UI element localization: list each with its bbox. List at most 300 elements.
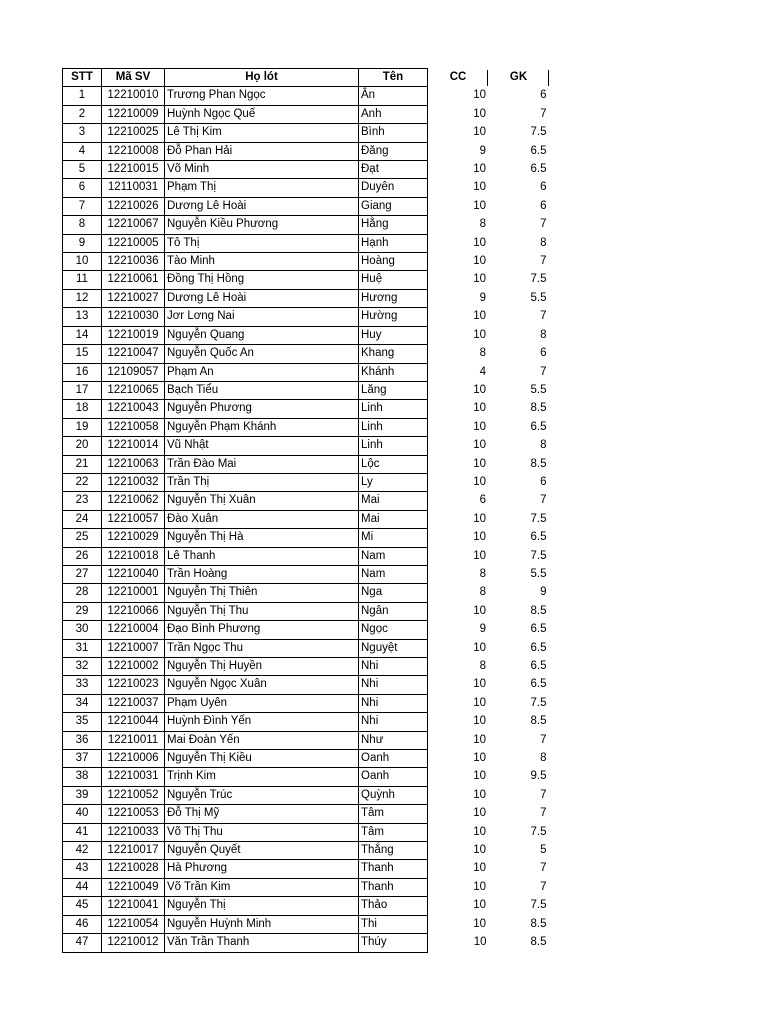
cell-last-middle-name[interactable]: Nguyễn Quang <box>165 326 359 344</box>
cell-gk[interactable]: 6 <box>540 199 547 212</box>
cell-first-name[interactable]: Mai <box>359 510 428 528</box>
cell-student-id[interactable]: 12210032 <box>102 473 165 491</box>
cell-first-name[interactable]: Thanh <box>359 860 428 878</box>
cell-last-middle-name[interactable]: Nguyễn Thị Thiên <box>165 584 359 602</box>
cell-gk[interactable]: 7.5 <box>530 549 547 562</box>
cell-gk[interactable]: 5 <box>540 844 547 857</box>
cell-stt[interactable]: 14 <box>63 326 102 344</box>
cell-last-middle-name[interactable]: Nguyễn Thị Huyền <box>165 658 359 676</box>
cell-cc[interactable]: 10 <box>473 899 486 912</box>
cell-last-middle-name[interactable]: Nguyễn Thị <box>165 897 359 915</box>
cell-gk[interactable]: 6.5 <box>530 641 547 654</box>
cell-stt[interactable]: 16 <box>63 363 102 381</box>
cell-gk[interactable]: 7 <box>540 107 547 120</box>
cell-gk[interactable]: 8 <box>540 439 547 452</box>
cell-stt[interactable]: 25 <box>63 529 102 547</box>
cell-gk[interactable]: 8.5 <box>530 402 547 415</box>
cell-gk[interactable]: 6.5 <box>530 144 547 157</box>
cell-stt[interactable]: 27 <box>63 565 102 583</box>
cell-stt[interactable]: 20 <box>63 437 102 455</box>
header-cc-label: CC <box>449 71 467 83</box>
cell-gk[interactable]: 7.5 <box>530 899 547 912</box>
cell-stt[interactable]: 23 <box>63 492 102 510</box>
cell-stt[interactable]: 2 <box>63 105 102 123</box>
cell-last-middle-name[interactable]: Nguyễn Quốc An <box>165 345 359 363</box>
cell-first-name[interactable]: Nguyệt <box>359 639 428 657</box>
cell-first-name[interactable]: Thi <box>359 915 428 933</box>
cell-last-middle-name[interactable]: Dương Lê Hoài <box>165 289 359 307</box>
cell-stt[interactable]: 29 <box>63 602 102 620</box>
cell-last-middle-name[interactable]: Trần Thị <box>165 473 359 491</box>
cell-student-id[interactable]: 12210018 <box>102 547 165 565</box>
cell-stt[interactable]: 37 <box>63 750 102 768</box>
cell-stt[interactable]: 26 <box>63 547 102 565</box>
cell-last-middle-name[interactable]: Nguyễn Ngọc Xuân <box>165 676 359 694</box>
cell-student-id[interactable]: 12210066 <box>102 602 165 620</box>
cell-gk[interactable]: 7.5 <box>530 825 547 838</box>
cell-stt[interactable]: 47 <box>63 934 102 952</box>
cell-student-id[interactable]: 12210002 <box>102 658 165 676</box>
cell-first-name[interactable]: Thảo <box>359 897 428 915</box>
cell-first-name[interactable]: Nam <box>359 547 428 565</box>
cell-student-id[interactable]: 12210054 <box>102 915 165 933</box>
cell-gk[interactable]: 7 <box>540 310 547 323</box>
cell-student-id[interactable]: 12210033 <box>102 823 165 841</box>
cell-student-id[interactable]: 12210037 <box>102 694 165 712</box>
cell-cc[interactable]: 10 <box>473 255 486 268</box>
cell-gk[interactable]: 7.5 <box>530 696 547 709</box>
cell-cc[interactable]: 8 <box>479 347 486 360</box>
cell-cc[interactable]: 10 <box>473 420 486 433</box>
cell-first-name[interactable]: Linh <box>359 400 428 418</box>
cell-student-id[interactable]: 12210015 <box>102 161 165 179</box>
cell-first-name[interactable]: Hạnh <box>359 234 428 252</box>
cell-student-id[interactable]: 12210026 <box>102 197 165 215</box>
cell-cc[interactable]: 9 <box>479 291 486 304</box>
cell-gk[interactable]: 9 <box>540 586 547 599</box>
cell-gk[interactable]: 5.5 <box>530 567 547 580</box>
cell-student-id[interactable]: 12210040 <box>102 565 165 583</box>
cell-first-name[interactable]: Khang <box>359 345 428 363</box>
cell-gk[interactable]: 7.5 <box>530 512 547 525</box>
cell-student-id[interactable]: 12210061 <box>102 271 165 289</box>
cell-gk[interactable]: 8.5 <box>530 715 547 728</box>
cell-last-middle-name[interactable]: Đồng Thị Hồng <box>165 271 359 289</box>
cell-gk[interactable]: 9.5 <box>530 770 547 783</box>
cell-gk[interactable]: 7.5 <box>530 126 547 139</box>
cell-last-middle-name[interactable]: Võ Minh <box>165 161 359 179</box>
cell-first-name[interactable]: Huệ <box>359 271 428 289</box>
cell-first-name[interactable]: Như <box>359 731 428 749</box>
cell-cc[interactable]: 10 <box>473 475 486 488</box>
cell-last-middle-name[interactable]: Nguyễn Phương <box>165 400 359 418</box>
cell-first-name[interactable]: Quỳnh <box>359 786 428 804</box>
cell-stt[interactable]: 24 <box>63 510 102 528</box>
cell-stt[interactable]: 30 <box>63 621 102 639</box>
cell-student-id[interactable]: 12210019 <box>102 326 165 344</box>
cell-stt[interactable]: 18 <box>63 400 102 418</box>
cell-stt[interactable]: 43 <box>63 860 102 878</box>
cell-first-name[interactable]: Nga <box>359 584 428 602</box>
cell-gk[interactable]: 8.5 <box>530 917 547 930</box>
cell-cc[interactable]: 9 <box>479 623 486 636</box>
cell-cc[interactable]: 10 <box>473 844 486 857</box>
cell-student-id[interactable]: 12210057 <box>102 510 165 528</box>
cell-gk[interactable]: 7 <box>540 862 547 875</box>
cell-gk[interactable]: 8 <box>540 236 547 249</box>
cell-first-name[interactable]: Ngọc <box>359 621 428 639</box>
cell-stt[interactable]: 1 <box>63 87 102 105</box>
cell-gk[interactable]: 8.5 <box>530 936 547 949</box>
cell-first-name[interactable]: Đăng <box>359 142 428 160</box>
cell-first-name[interactable]: Hường <box>359 308 428 326</box>
table-row <box>63 437 549 455</box>
cell-last-middle-name[interactable]: Bạch Tiểu <box>165 381 359 399</box>
cell-last-middle-name[interactable]: Võ Trần Kim <box>165 878 359 896</box>
cell-cc[interactable]: 10 <box>473 604 486 617</box>
cell-cc[interactable]: 9 <box>479 144 486 157</box>
cell-student-id[interactable]: 12210025 <box>102 124 165 142</box>
cell-gk[interactable]: 6 <box>540 181 547 194</box>
cell-first-name[interactable]: Khánh <box>359 363 428 381</box>
cell-last-middle-name[interactable]: Nguyễn Kiều Phương <box>165 216 359 234</box>
cell-stt[interactable]: 7 <box>63 197 102 215</box>
cell-cc[interactable]: 10 <box>473 788 486 801</box>
cell-student-id[interactable]: 12210027 <box>102 289 165 307</box>
cell-student-id[interactable]: 12210001 <box>102 584 165 602</box>
cell-stt[interactable]: 9 <box>63 234 102 252</box>
cell-last-middle-name[interactable]: Trịnh Kim <box>165 768 359 786</box>
cell-last-middle-name[interactable]: Mai Đoàn Yến <box>165 731 359 749</box>
cell-gk[interactable]: 8 <box>540 752 547 765</box>
cell-gk[interactable]: 7 <box>540 880 547 893</box>
cell-stt[interactable]: 34 <box>63 694 102 712</box>
cell-stt[interactable]: 44 <box>63 878 102 896</box>
cell-first-name[interactable]: Ân <box>359 87 428 105</box>
cell-gk[interactable]: 6 <box>540 475 547 488</box>
cell-student-id[interactable]: 12109057 <box>102 363 165 381</box>
header-cc[interactable] <box>428 69 489 87</box>
cell-cc[interactable]: 10 <box>473 199 486 212</box>
cell-stt[interactable]: 19 <box>63 418 102 436</box>
cell-student-id[interactable]: 12210009 <box>102 105 165 123</box>
cell-last-middle-name[interactable]: Nguyễn Thị Thu <box>165 602 359 620</box>
cell-last-middle-name[interactable]: Phạm Thị <box>165 179 359 197</box>
cell-student-id[interactable]: 12210036 <box>102 253 165 271</box>
cell-stt[interactable]: 22 <box>63 473 102 491</box>
cell-first-name[interactable]: Ngân <box>359 602 428 620</box>
cell-last-middle-name[interactable]: Lê Thị Kim <box>165 124 359 142</box>
cell-student-id[interactable]: 12210044 <box>102 713 165 731</box>
cell-stt[interactable]: 32 <box>63 658 102 676</box>
cell-first-name[interactable]: Thắng <box>359 842 428 860</box>
cell-stt[interactable]: 12 <box>63 289 102 307</box>
cell-first-name[interactable]: Giang <box>359 197 428 215</box>
cell-student-id[interactable]: 12210005 <box>102 234 165 252</box>
cell-stt[interactable]: 15 <box>63 345 102 363</box>
cell-first-name[interactable]: Mai <box>359 492 428 510</box>
cell-last-middle-name[interactable]: Trần Hoàng <box>165 565 359 583</box>
table-row <box>63 473 549 491</box>
cell-last-middle-name[interactable]: Tào Minh <box>165 253 359 271</box>
cell-first-name[interactable]: Nhi <box>359 713 428 731</box>
cell-last-middle-name[interactable]: Nguyễn Huỳnh Minh <box>165 915 359 933</box>
cell-cc[interactable]: 10 <box>473 715 486 728</box>
cell-stt[interactable]: 4 <box>63 142 102 160</box>
cell-cc[interactable]: 10 <box>473 273 486 286</box>
cell-gk[interactable]: 7 <box>540 788 547 801</box>
cell-stt[interactable]: 10 <box>63 253 102 271</box>
cell-cc[interactable]: 10 <box>473 310 486 323</box>
cell-cc[interactable]: 10 <box>473 328 486 341</box>
cell-stt[interactable]: 36 <box>63 731 102 749</box>
cell-gk[interactable]: 8 <box>540 328 547 341</box>
cell-gk[interactable]: 6.5 <box>530 163 547 176</box>
cell-first-name[interactable]: Linh <box>359 437 428 455</box>
cell-last-middle-name[interactable]: Hà Phương <box>165 860 359 878</box>
cell-student-id[interactable]: 12210053 <box>102 805 165 823</box>
table-row <box>63 694 549 712</box>
cell-first-name[interactable]: Hằng <box>359 216 428 234</box>
cell-first-name[interactable]: Mi <box>359 529 428 547</box>
cell-last-middle-name[interactable]: Phạm Uyên <box>165 694 359 712</box>
cell-student-id[interactable]: 12210010 <box>102 87 165 105</box>
cell-last-middle-name[interactable]: Đỗ Phan Hải <box>165 142 359 160</box>
cell-stt[interactable]: 8 <box>63 216 102 234</box>
cell-first-name[interactable]: Ly <box>359 473 428 491</box>
cell-last-middle-name[interactable]: Tô Thị <box>165 234 359 252</box>
cell-gk[interactable]: 6.5 <box>530 623 547 636</box>
cell-stt[interactable]: 40 <box>63 805 102 823</box>
cell-gk[interactable]: 6.5 <box>530 531 547 544</box>
cell-first-name[interactable]: Tâm <box>359 823 428 841</box>
cell-last-middle-name[interactable]: Phạm An <box>165 363 359 381</box>
cell-cc[interactable]: 10 <box>473 439 486 452</box>
student-grade-table <box>62 68 549 953</box>
cell-student-id[interactable]: 12210031 <box>102 768 165 786</box>
cell-stt[interactable]: 21 <box>63 455 102 473</box>
cell-last-middle-name[interactable]: Dương Lê Hoài <box>165 197 359 215</box>
cell-cc[interactable]: 10 <box>473 733 486 746</box>
cell-student-id[interactable]: 12210052 <box>102 786 165 804</box>
cell-first-name[interactable]: Hoàng <box>359 253 428 271</box>
cell-cc[interactable]: 10 <box>473 89 486 102</box>
cell-student-id[interactable]: 12210028 <box>102 860 165 878</box>
cell-stt[interactable]: 5 <box>63 161 102 179</box>
cell-last-middle-name[interactable]: Đạo Bình Phương <box>165 621 359 639</box>
cell-first-name[interactable]: Duyên <box>359 179 428 197</box>
cell-student-id[interactable]: 12210008 <box>102 142 165 160</box>
cell-cc[interactable]: 10 <box>473 770 486 783</box>
cell-cc[interactable]: 10 <box>473 181 486 194</box>
cell-cc[interactable]: 10 <box>473 825 486 838</box>
header-student-id[interactable]: Mã SV <box>102 69 165 87</box>
table-row <box>63 271 549 289</box>
cell-first-name[interactable]: Oanh <box>359 750 428 768</box>
cell-student-id[interactable]: 12210014 <box>102 437 165 455</box>
cell-last-middle-name[interactable]: Jơr Lơng Nai <box>165 308 359 326</box>
table-row <box>63 492 549 510</box>
cell-cc[interactable]: 10 <box>473 107 486 120</box>
cell-first-name[interactable]: Bình <box>359 124 428 142</box>
cell-cc[interactable]: 10 <box>473 807 486 820</box>
cell-cc[interactable]: 10 <box>473 236 486 249</box>
cell-first-name[interactable]: Nam <box>359 565 428 583</box>
cell-first-name[interactable]: Nhi <box>359 658 428 676</box>
cell-first-name[interactable]: Thúy <box>359 934 428 952</box>
cell-student-id[interactable]: 12210067 <box>102 216 165 234</box>
cell-last-middle-name[interactable]: Trương Phan Ngọc <box>165 87 359 105</box>
cell-last-middle-name[interactable]: Huỳnh Đình Yến <box>165 713 359 731</box>
cell-student-id[interactable]: 12210063 <box>102 455 165 473</box>
cell-stt[interactable]: 31 <box>63 639 102 657</box>
cell-gk[interactable]: 5.5 <box>530 291 547 304</box>
cell-gk[interactable]: 7.5 <box>530 273 547 286</box>
cell-cc[interactable]: 10 <box>473 457 486 470</box>
cell-cc[interactable]: 4 <box>479 365 486 378</box>
cell-stt[interactable]: 41 <box>63 823 102 841</box>
cell-gk[interactable]: 6.5 <box>530 678 547 691</box>
cell-first-name[interactable]: Anh <box>359 105 428 123</box>
cell-last-middle-name[interactable]: Đỗ Thị Mỹ <box>165 805 359 823</box>
cell-first-name[interactable]: Oanh <box>359 768 428 786</box>
cell-stt[interactable]: 11 <box>63 271 102 289</box>
cell-last-middle-name[interactable]: Trần Ngọc Thu <box>165 639 359 657</box>
cell-student-id[interactable]: 12210030 <box>102 308 165 326</box>
cell-student-id[interactable]: 12210006 <box>102 750 165 768</box>
cell-first-name[interactable]: Huy <box>359 326 428 344</box>
cell-student-id[interactable]: 12110031 <box>102 179 165 197</box>
cell-stt[interactable]: 46 <box>63 915 102 933</box>
cell-stt[interactable]: 13 <box>63 308 102 326</box>
cell-first-name[interactable]: Hương <box>359 289 428 307</box>
cell-student-id[interactable]: 12210043 <box>102 400 165 418</box>
cell-gk[interactable]: 7 <box>540 218 547 231</box>
table-row <box>63 658 549 676</box>
table-row <box>63 455 549 473</box>
cell-stt[interactable]: 42 <box>63 842 102 860</box>
cell-first-name[interactable]: Nhi <box>359 676 428 694</box>
cell-stt[interactable]: 6 <box>63 179 102 197</box>
cell-gk[interactable]: 6.5 <box>530 420 547 433</box>
cell-gk[interactable]: 7 <box>540 255 547 268</box>
cell-cc[interactable]: 8 <box>479 586 486 599</box>
table-row <box>63 197 549 215</box>
cell-last-middle-name[interactable]: Đào Xuân <box>165 510 359 528</box>
cell-cc[interactable]: 10 <box>473 917 486 930</box>
cell-first-name[interactable]: Tâm <box>359 805 428 823</box>
cell-last-middle-name[interactable]: Văn Trần Thanh <box>165 934 359 952</box>
table-row <box>63 860 549 878</box>
cell-last-middle-name[interactable]: Nguyễn Trúc <box>165 786 359 804</box>
cell-stt[interactable]: 17 <box>63 381 102 399</box>
cell-first-name[interactable]: Thanh <box>359 878 428 896</box>
cell-last-middle-name[interactable]: Vũ Nhật <box>165 437 359 455</box>
cell-last-middle-name[interactable]: Nguyễn Quyết <box>165 842 359 860</box>
cell-gk[interactable]: 6.5 <box>530 660 547 672</box>
cell-cc[interactable]: 10 <box>473 126 486 139</box>
cell-last-middle-name[interactable]: Trần Đào Mai <box>165 455 359 473</box>
cell-stt[interactable]: 28 <box>63 584 102 602</box>
cell-cc[interactable]: 6 <box>479 494 486 507</box>
cell-gk[interactable]: 7 <box>540 807 547 820</box>
cell-first-name[interactable]: Lộc <box>359 455 428 473</box>
cell-cc[interactable]: 10 <box>473 936 487 949</box>
cell-cc[interactable]: 8 <box>479 660 486 672</box>
cell-stt[interactable]: 38 <box>63 768 102 786</box>
cell-cc[interactable]: 10 <box>473 531 486 544</box>
cell-first-name[interactable]: Linh <box>359 418 428 436</box>
cell-student-id[interactable]: 12210017 <box>102 842 165 860</box>
cell-last-middle-name[interactable]: Huỳnh Ngọc Quế <box>165 105 359 123</box>
cell-gk[interactable]: 5.5 <box>530 383 547 396</box>
cell-gk[interactable]: 7 <box>540 365 547 378</box>
cell-last-middle-name[interactable]: Nguyễn Thị Kiều <box>165 750 359 768</box>
cell-cc[interactable]: 8 <box>479 567 486 580</box>
cell-gk[interactable]: 7 <box>540 733 547 746</box>
header-gk[interactable] <box>489 69 549 87</box>
cell-cc[interactable]: 10 <box>473 880 486 893</box>
cell-cc[interactable]: 10 <box>473 163 486 176</box>
cell-gk[interactable]: 6 <box>540 347 547 360</box>
header-stt[interactable]: STT <box>63 69 102 87</box>
cell-student-id[interactable]: 12210012 <box>102 934 165 952</box>
cell-last-middle-name[interactable]: Nguyễn Phạm Khánh <box>165 418 359 436</box>
cell-student-id[interactable]: 12210058 <box>102 418 165 436</box>
cell-cc[interactable]: 10 <box>473 383 486 396</box>
cell-student-id[interactable]: 12210011 <box>102 731 165 749</box>
cell-gk[interactable]: 8.5 <box>530 604 547 617</box>
cell-student-id[interactable]: 12210049 <box>102 878 165 896</box>
cell-student-id[interactable]: 12210062 <box>102 492 165 510</box>
cell-student-id[interactable]: 12210023 <box>102 676 165 694</box>
cell-cc[interactable]: 10 <box>473 512 486 525</box>
cell-first-name[interactable]: Lăng <box>359 381 428 399</box>
cell-stt[interactable]: 3 <box>63 124 102 142</box>
cell-gk[interactable]: 6 <box>540 89 547 102</box>
cell-gk[interactable]: 7 <box>540 494 547 507</box>
cell-last-middle-name[interactable]: Lê Thanh <box>165 547 359 565</box>
cell-first-name[interactable]: Đạt <box>359 161 428 179</box>
cell-cc[interactable]: 10 <box>473 641 486 654</box>
cell-cc[interactable]: 10 <box>473 696 486 709</box>
cell-student-id[interactable]: 12210065 <box>102 381 165 399</box>
cell-stt[interactable]: 35 <box>63 713 102 731</box>
cell-last-middle-name[interactable]: Võ Thị Thu <box>165 823 359 841</box>
cell-cc[interactable]: 10 <box>473 752 486 765</box>
cell-first-name[interactable]: Nhi <box>359 694 428 712</box>
cell-cc[interactable]: 10 <box>473 678 486 691</box>
cell-stt[interactable]: 45 <box>63 897 102 915</box>
cell-student-id[interactable]: 12210029 <box>102 529 165 547</box>
cell-student-id[interactable]: 12210007 <box>102 639 165 657</box>
cell-last-middle-name[interactable]: Nguyễn Thị Xuân <box>165 492 359 510</box>
cell-cc[interactable]: 10 <box>473 862 486 875</box>
cell-cc[interactable]: 10 <box>473 402 486 415</box>
cell-last-middle-name[interactable]: Nguyễn Thị Hà <box>165 529 359 547</box>
cell-gk[interactable]: 8.5 <box>530 457 547 470</box>
cell-student-id[interactable]: 12210047 <box>102 345 165 363</box>
header-last-middle-name[interactable]: Họ lót <box>165 69 359 87</box>
cell-student-id[interactable]: 12210041 <box>102 897 165 915</box>
cell-cc[interactable]: 8 <box>479 218 486 231</box>
cell-stt[interactable]: 33 <box>63 676 102 694</box>
header-first-name[interactable]: Tên <box>359 69 428 87</box>
cell-stt[interactable]: 39 <box>63 786 102 804</box>
table-row <box>63 363 549 381</box>
cell-student-id[interactable]: 12210004 <box>102 621 165 639</box>
cell-cc[interactable]: 10 <box>473 549 486 562</box>
